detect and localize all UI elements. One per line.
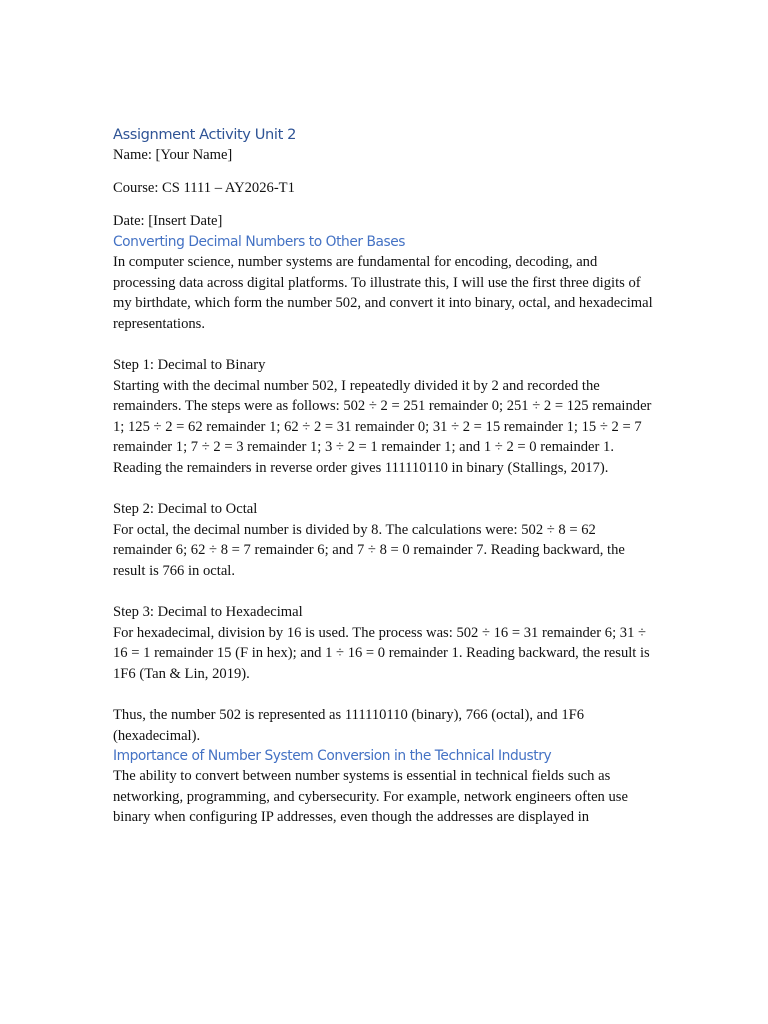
conversion-conclusion-paragraph: Thus, the number 502 is represented as 111110110 (binary), 766 (octal), and 1F6 (hexadecimal). bbox=[113, 707, 585, 744]
document-page bbox=[113, 125, 658, 828]
paragraph-spacer bbox=[113, 684, 658, 705]
course-line: Course: CS 1111 – AY2026-T1 bbox=[113, 180, 295, 197]
step-body-hexadecimal: For hexadecimal, division by 16 is used. The process was: 502 ÷ 16 = 31 remainder 6; 31 ÷ 16 = 1 remainder 15 (F in hex); and 1 ÷ 16 = 0 remainder 1. Reading backward, the result is 1F6 (Tan & Lin, 2019). bbox=[113, 624, 650, 682]
name-line: Name: [Your Name] bbox=[113, 147, 233, 163]
importance-intro-paragraph: The ability to convert between number systems is essential in technical fields such as networking, programming, and cybersecurity. For example, network engineers often use binary when configuring IP addresses, even though the addresses are displayed in bbox=[113, 768, 628, 826]
paragraph-spacer bbox=[113, 479, 658, 500]
section-heading-importance: Importance of Number System Conversion in the Technical Industry bbox=[113, 748, 552, 765]
paragraph-spacer bbox=[113, 334, 658, 355]
document-title: Assignment Activity Unit 2 bbox=[113, 126, 297, 143]
step-body-octal: For octal, the decimal number is divided by 8. The calculations were: 502 ÷ 8 = 62 remainder 6; 62 ÷ 8 = 7 remainder 6; and 7 ÷ 8 = 0 remainder 7. Reading backward, the result is 766 in octal. bbox=[113, 521, 625, 579]
step-title-hexadecimal: Step 3: Decimal to Hexadecimal bbox=[113, 604, 303, 621]
date-line: Date: [Insert Date] bbox=[113, 213, 223, 230]
step-title-binary: Step 1: Decimal to Binary bbox=[113, 356, 266, 373]
paragraph-spacer bbox=[113, 581, 658, 602]
step-title-octal: Step 2: Decimal to Octal bbox=[113, 501, 258, 518]
section-heading-conversion: Converting Decimal Numbers to Other Bases bbox=[113, 233, 406, 250]
step-body-binary: Starting with the decimal number 502, I repeatedly divided it by 2 and recorded the remainders. The steps were as follows: 502 ÷ 2 = 251 remainder 0; 251 ÷ 2 = 125 remainder 1; 125 ÷ 2 = 62 remainder 1; 62 ÷ 2 = 31 remainder 0; 31 ÷ 2 = 15 remainder 1; 15 ÷ 2 = 7 remainder 1; 7 ÷ 2 = 3 remainder 1; 3 ÷ 2 = 1 remainder 1; and 1 ÷ 2 = 0 remainder 1. Reading the remainders in reverse order gives 111110110 in binary (Stallings, 2017). bbox=[113, 377, 652, 476]
conversion-intro-paragraph: In computer science, number systems are fundamental for encoding, decoding, and processing data across digital platforms. To illustrate this, I will use the first three digits of my birthdate, which form the number 502, and convert it into binary, octal, and hexadecimal representations. bbox=[113, 253, 653, 332]
